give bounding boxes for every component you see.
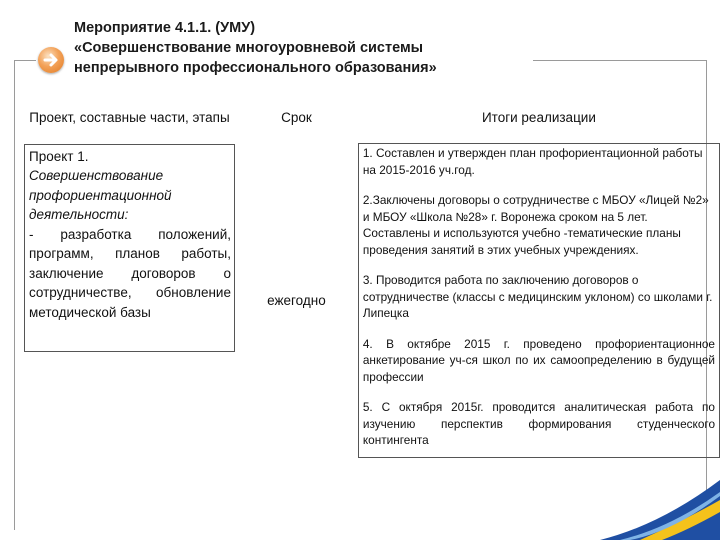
table-row — [24, 144, 720, 458]
result-item: 5. С октября 2015г. проводится аналитическая работа по изучению перспектив формирования студенческого контингента — [362, 400, 715, 447]
result-item: 3. Проводится работа по заключению договоров о сотрудничестве (классы с медицинским уклоном) со школами г. Липецка — [362, 273, 713, 320]
corner-decoration — [600, 470, 720, 540]
arrow-right-icon — [38, 47, 64, 73]
slide-title — [74, 18, 534, 78]
result-item: 2.Заключены договоры о сотрудничестве с МБОУ «Лицей №2» и МБОУ «Школа №28» г. Воронежа сроком на 5 лет. Составлены и используются учебно -тематические планы проведения занятий в этих учебных учреждениях. — [362, 193, 709, 257]
slide-title-line: «Совершенствование многоуровневой системы — [74, 40, 424, 56]
header-term: Срок — [281, 109, 312, 125]
results-table — [24, 91, 720, 458]
project-details: - разработка положений, программ, планов работы, заключение договоров о сотрудничестве, обновление методической базы — [29, 226, 231, 320]
frame-top-left — [14, 60, 36, 61]
result-item: 4. В октябре 2015 г. проведено профориентационное анкетирование уч-ся школ по их самоопределению в будущей профессии — [362, 336, 715, 384]
frame-left — [14, 60, 15, 530]
term-cell: ежегодно — [267, 292, 326, 308]
frame-top-right — [533, 60, 707, 61]
project-cell — [24, 144, 235, 352]
table-header-row — [24, 91, 720, 144]
project-title: Проект 1. — [29, 148, 89, 164]
project-name: Совершенствование профориентационной деятельности: — [29, 168, 172, 222]
slide-title-line: непрерывного профессионального образования» — [74, 60, 437, 76]
header-results: Итоги реализации — [481, 109, 596, 125]
result-item: 1. Составлен и утвержден план профориентационной работы на 2015-2016 уч.год. — [362, 146, 703, 177]
header-project: Проект, составные части, этапы — [29, 109, 230, 125]
results-cell — [358, 144, 719, 458]
slide-title-line: Мероприятие 4.1.1. (УМУ) — [74, 20, 256, 36]
